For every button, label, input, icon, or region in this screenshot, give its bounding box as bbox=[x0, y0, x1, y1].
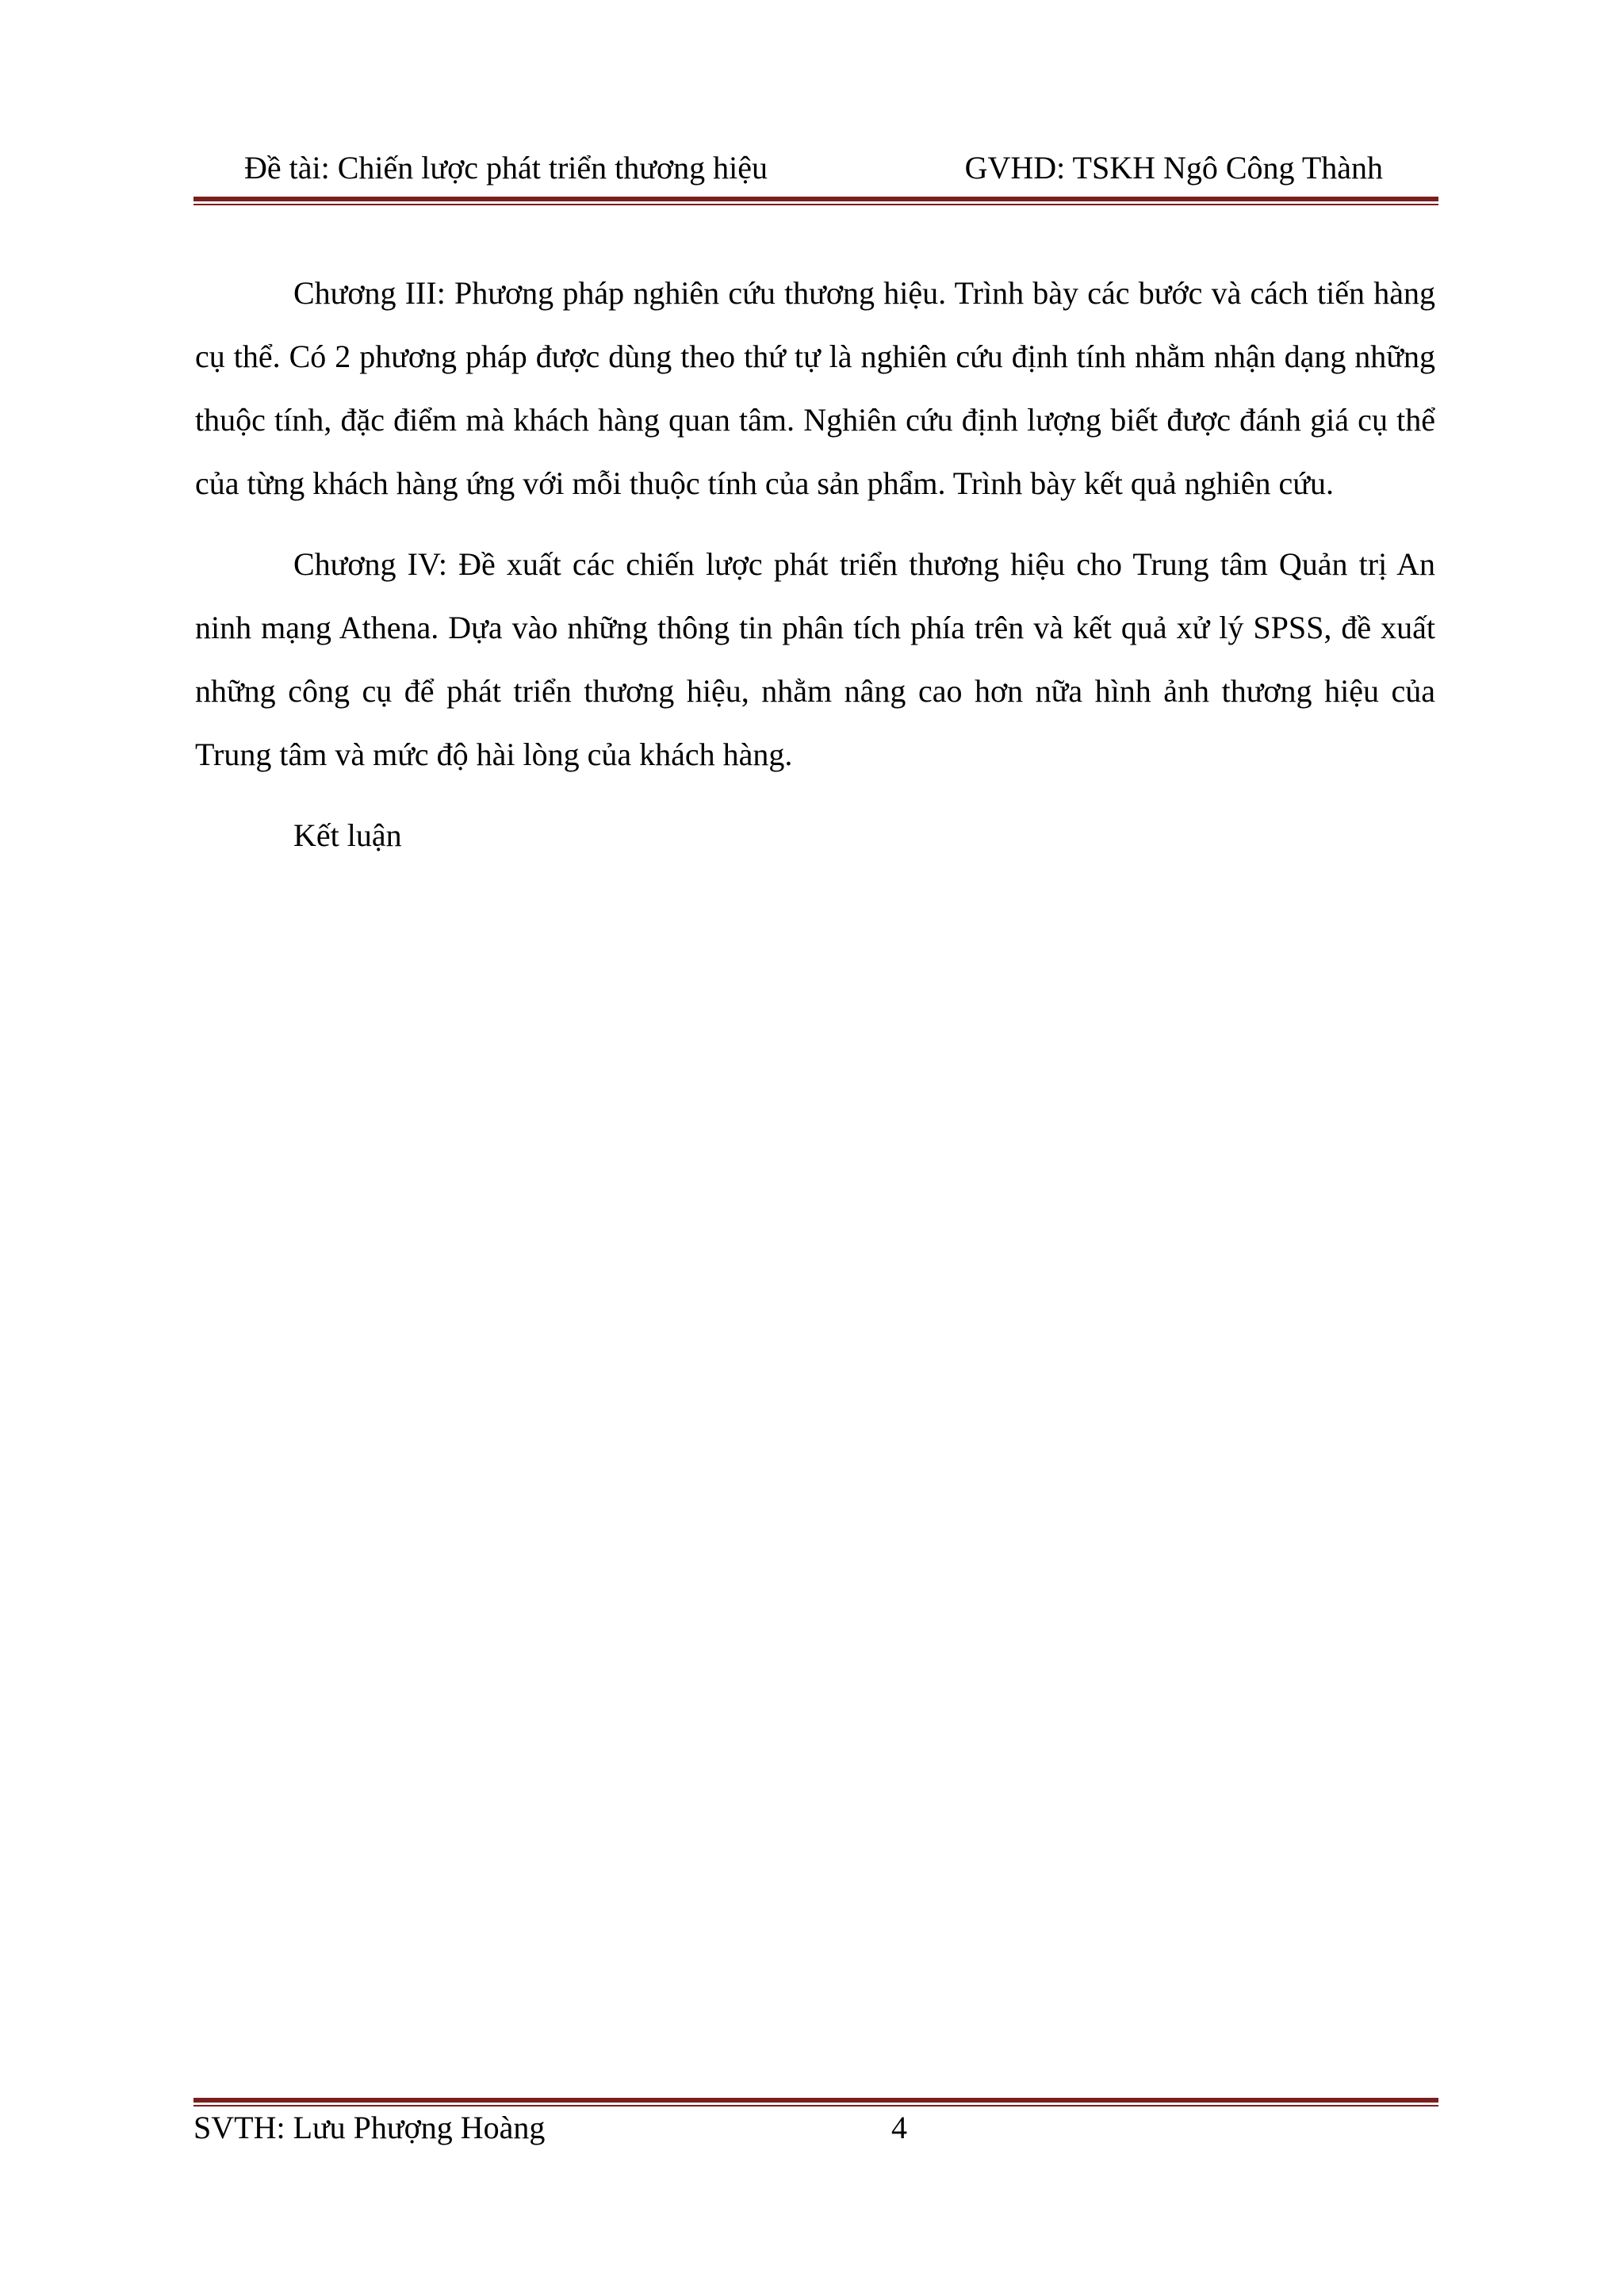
header-rule-thick bbox=[193, 197, 1438, 201]
footer-rule bbox=[193, 2098, 1438, 2107]
paragraph-chapter-4: Chương IV: Đề xuất các chiến lược phát triển thương hiệu cho Trung tâm Quản trị An ninh mạng Athena. Dựa vào những thông tin phân tích phía trên và kết quả xử lý SPSS, đề xuất những công cụ để phát triển thương hiệu, nhằm nâng cao hơn nữa hình ảnh thương hiệu của Trung tâm và mức độ hài lòng của khách hàng. bbox=[195, 546, 1435, 772]
footer-rule-thin bbox=[193, 2105, 1438, 2107]
footer-student: SVTH: Lưu Phượng Hoàng bbox=[193, 2110, 546, 2145]
paragraph-chapter-3: Chương III: Phương pháp nghiên cứu thương hiệu. Trình bày các bước và cách tiến hàng cụ thể. Có 2 phương pháp được dùng theo thứ tự là nghiên cứu định tính nhằm nhận dạng những thuộc tính, đặc điểm mà khách hàng quan tâm. Nghiên cứu định lượng biết được đánh giá cụ thể của từng khách hàng ứng với mỗi thuộc tính của sản phẩm. Trình bày kết quả nghiên cứu. bbox=[195, 275, 1435, 501]
header-topic: Đề tài: Chiến lược phát triển thương hiệu bbox=[244, 150, 768, 186]
page-footer bbox=[193, 2109, 1438, 2156]
paragraph-conclusion: Kết luận bbox=[293, 817, 402, 853]
header-rule-thin bbox=[193, 204, 1438, 205]
header-rule bbox=[193, 197, 1438, 205]
page-body bbox=[195, 262, 1435, 885]
page-number: 4 bbox=[891, 2110, 907, 2145]
header-advisor: GVHD: TSKH Ngô Công Thành bbox=[964, 150, 1383, 186]
footer-rule-thick bbox=[193, 2098, 1438, 2103]
page-header bbox=[193, 149, 1438, 197]
